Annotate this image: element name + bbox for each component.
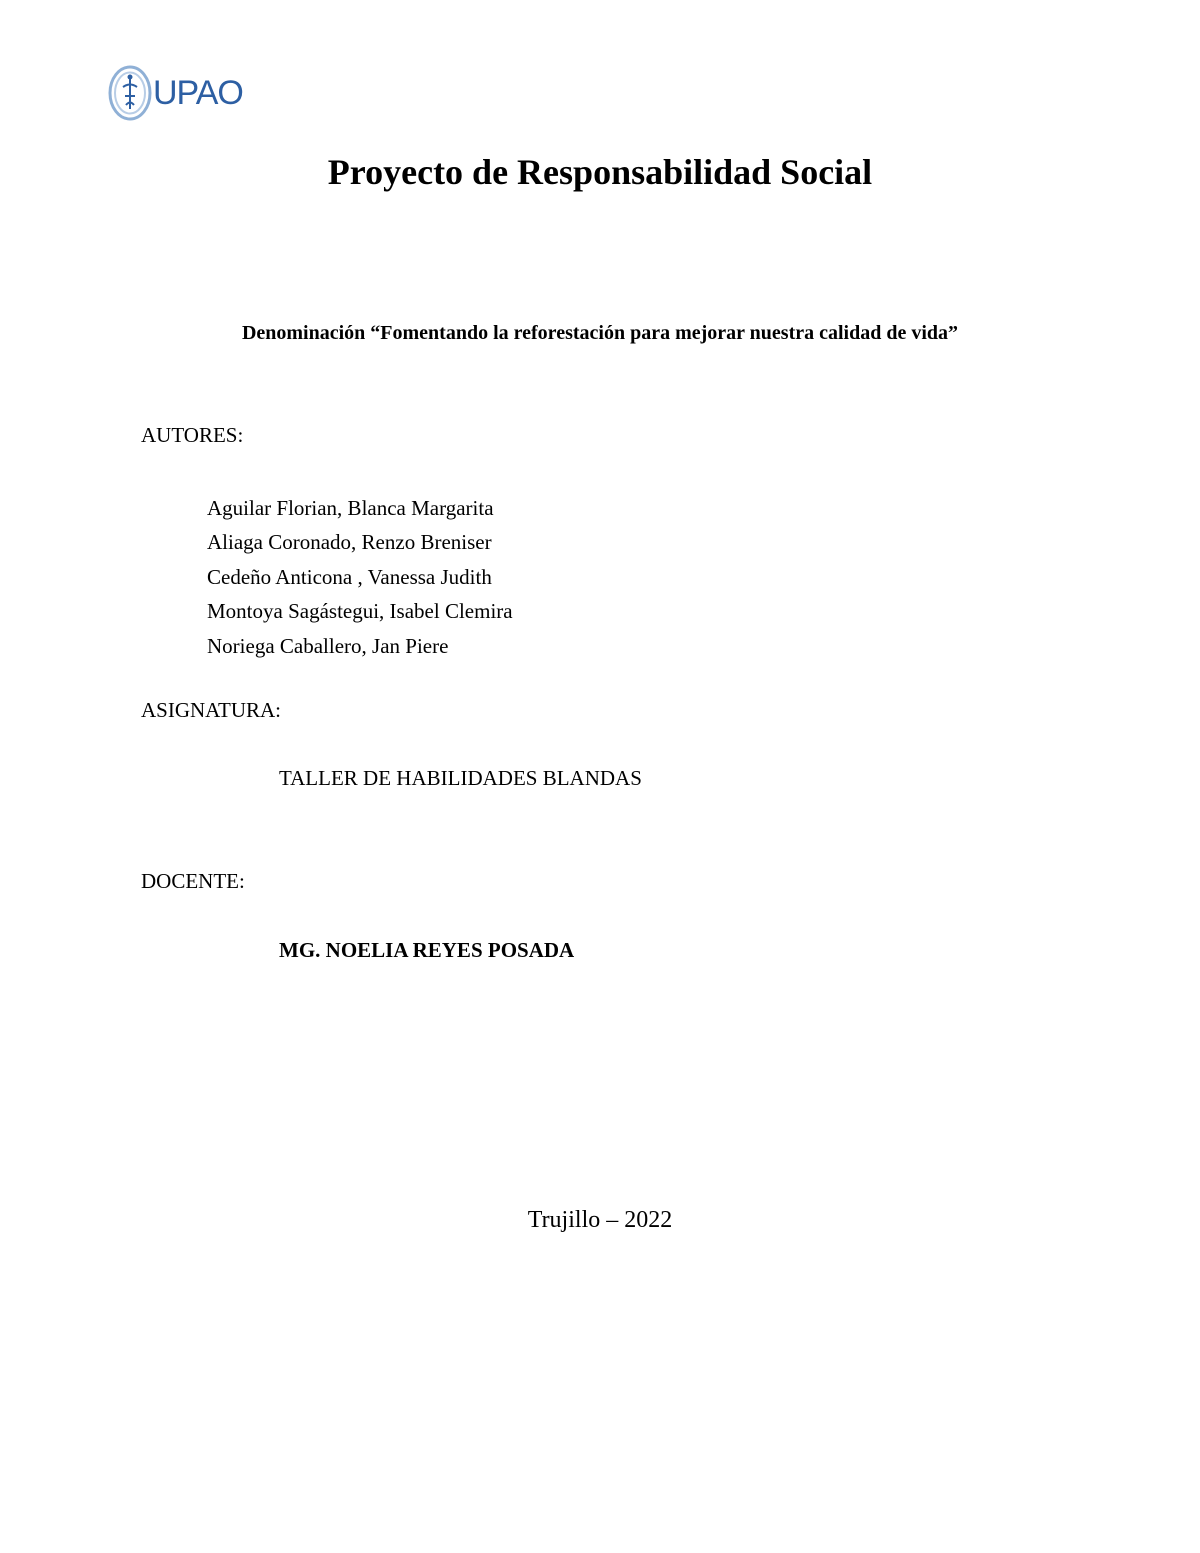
author-name: Montoya Sagástegui, Isabel Clemira	[207, 599, 513, 624]
author-name: Cedeño Anticona , Vanessa Judith	[207, 564, 492, 589]
university-seal-icon	[108, 65, 152, 121]
author-name: Noriega Caballero, Jan Piere	[207, 633, 449, 658]
course-name: TALLER DE HABILIDADES BLANDAS	[279, 766, 642, 790]
teacher-name: MG. NOELIA REYES POSADA	[279, 938, 575, 962]
author-name: Aguilar Florian, Blanca Margarita	[207, 496, 494, 520]
place-and-year: Trujillo – 2022	[527, 1207, 673, 1233]
authors-label: AUTORES:	[141, 423, 244, 447]
course-label: ASIGNATURA:	[141, 698, 282, 722]
author-name: Aliaga Coronado, Renzo Breniser	[207, 530, 492, 555]
upao-logo	[108, 64, 243, 122]
authors-list	[207, 491, 513, 663]
logo-text: UPAO	[153, 74, 243, 112]
project-denomination: Denominación “Fomentando la reforestación para mejorar nuestra calidad de vida”	[241, 322, 959, 344]
document-title: Proyecto de Responsabilidad Social	[327, 152, 873, 192]
teacher-label: DOCENTE:	[141, 869, 245, 893]
